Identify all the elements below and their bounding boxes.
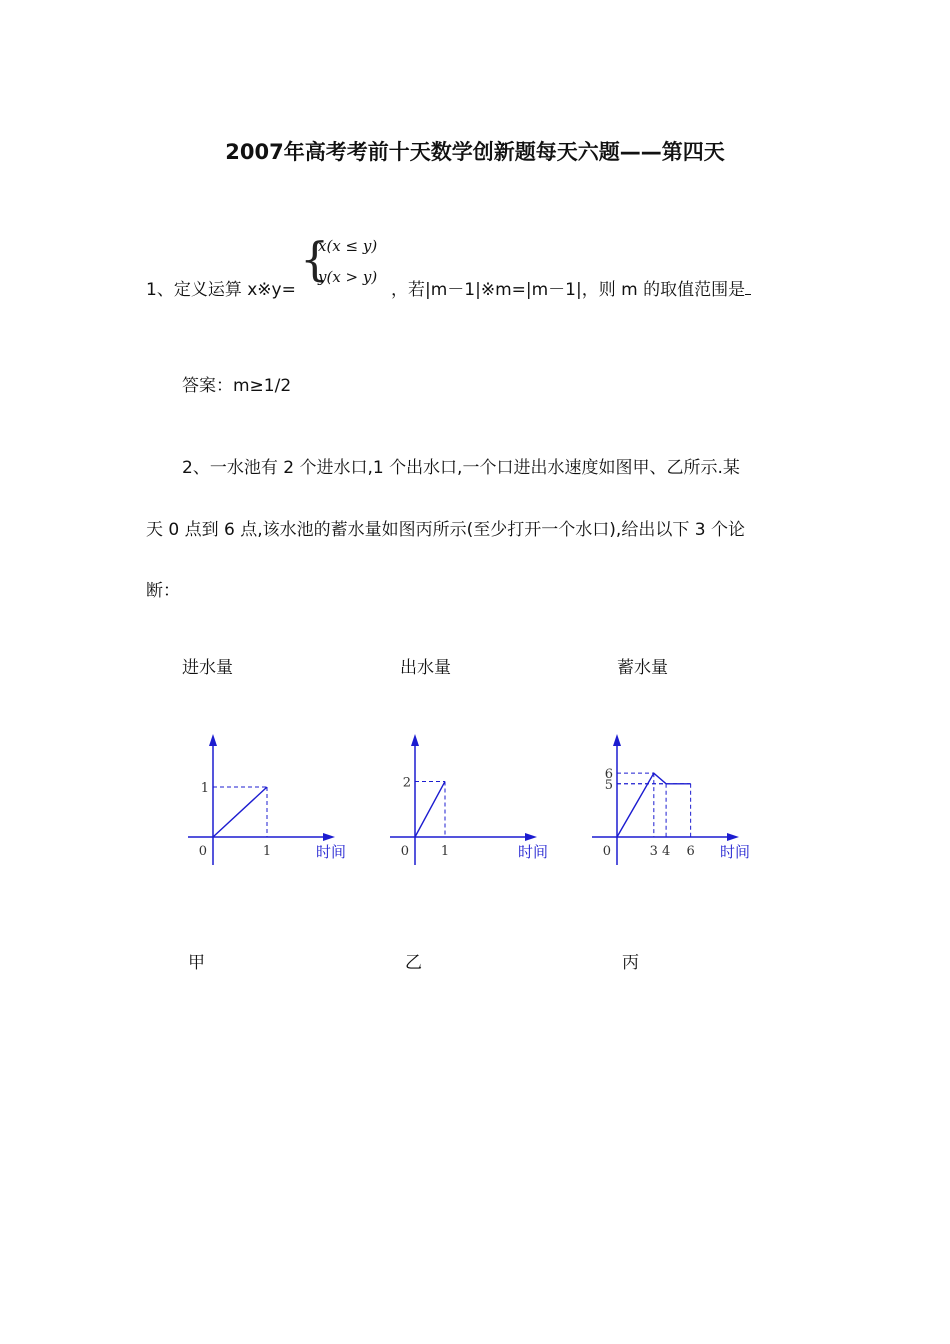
q1-suffix-text: ，若|m－1|※m=|m－1|，则 m 的取值范围是 [391, 280, 746, 300]
origin-label: 0 [400, 844, 409, 859]
chart-title-inflow: 进水量 [182, 658, 233, 678]
y-tick-label: 6 [604, 767, 613, 783]
answer-blank [745, 278, 751, 295]
chart-inflow [180, 728, 347, 868]
q1-brace: { [300, 232, 330, 286]
x-axis-label: 时间 [517, 843, 549, 861]
q2-line3: 断： [146, 581, 180, 601]
y-tick-label: 5 [604, 777, 613, 793]
caption-jia: 甲 [188, 953, 205, 973]
series-line [415, 781, 445, 837]
x-axis-label: 时间 [315, 843, 347, 861]
q2-line2: 天 0 点到 6 点,该水池的蓄水量如图丙所示(至少打开一个水口),给出以下 3 个论 [146, 520, 745, 540]
y-tick-label: 2 [402, 775, 411, 791]
q1-suffix [391, 275, 751, 300]
x-axis-arrow [727, 833, 739, 841]
chart-outflow [382, 728, 549, 868]
chart-storage [584, 728, 751, 868]
page-title: 2007年高考考前十天数学创新题每天六题——第四天 [225, 140, 725, 164]
x-tick-label: 6 [686, 844, 695, 859]
q1-prefix: 1、定义运算 x※y= [146, 280, 296, 300]
q2-line1: 2、一水池有 2 个进水口,1 个出水口,一个口进出水速度如图甲、乙所示.某 [182, 458, 740, 478]
q1-case2: y(x > y) [318, 268, 378, 286]
y-axis-arrow [209, 734, 217, 746]
q1-case1: x(x ≤ y) [318, 237, 378, 255]
x-axis-label: 时间 [719, 843, 751, 861]
y-axis-arrow [411, 734, 419, 746]
y-tick-label: 1 [200, 781, 209, 796]
x-tick-label: 1 [262, 844, 272, 859]
answer-text: 答案：m≥1/2 [182, 376, 292, 396]
x-tick-label: 1 [440, 844, 450, 859]
chart-title-outflow: 出水量 [400, 658, 451, 678]
x-tick-label: 3 [649, 844, 658, 859]
chart-title-storage: 蓄水量 [617, 658, 668, 678]
origin-label: 0 [198, 844, 207, 859]
x-tick-label: 4 [661, 844, 671, 859]
caption-yi: 乙 [405, 953, 422, 973]
y-axis-arrow [613, 734, 621, 746]
series-line [213, 787, 267, 837]
origin-label: 0 [602, 844, 611, 859]
x-axis-arrow [525, 833, 537, 841]
caption-bing: 丙 [622, 953, 639, 973]
x-axis-arrow [323, 833, 335, 841]
